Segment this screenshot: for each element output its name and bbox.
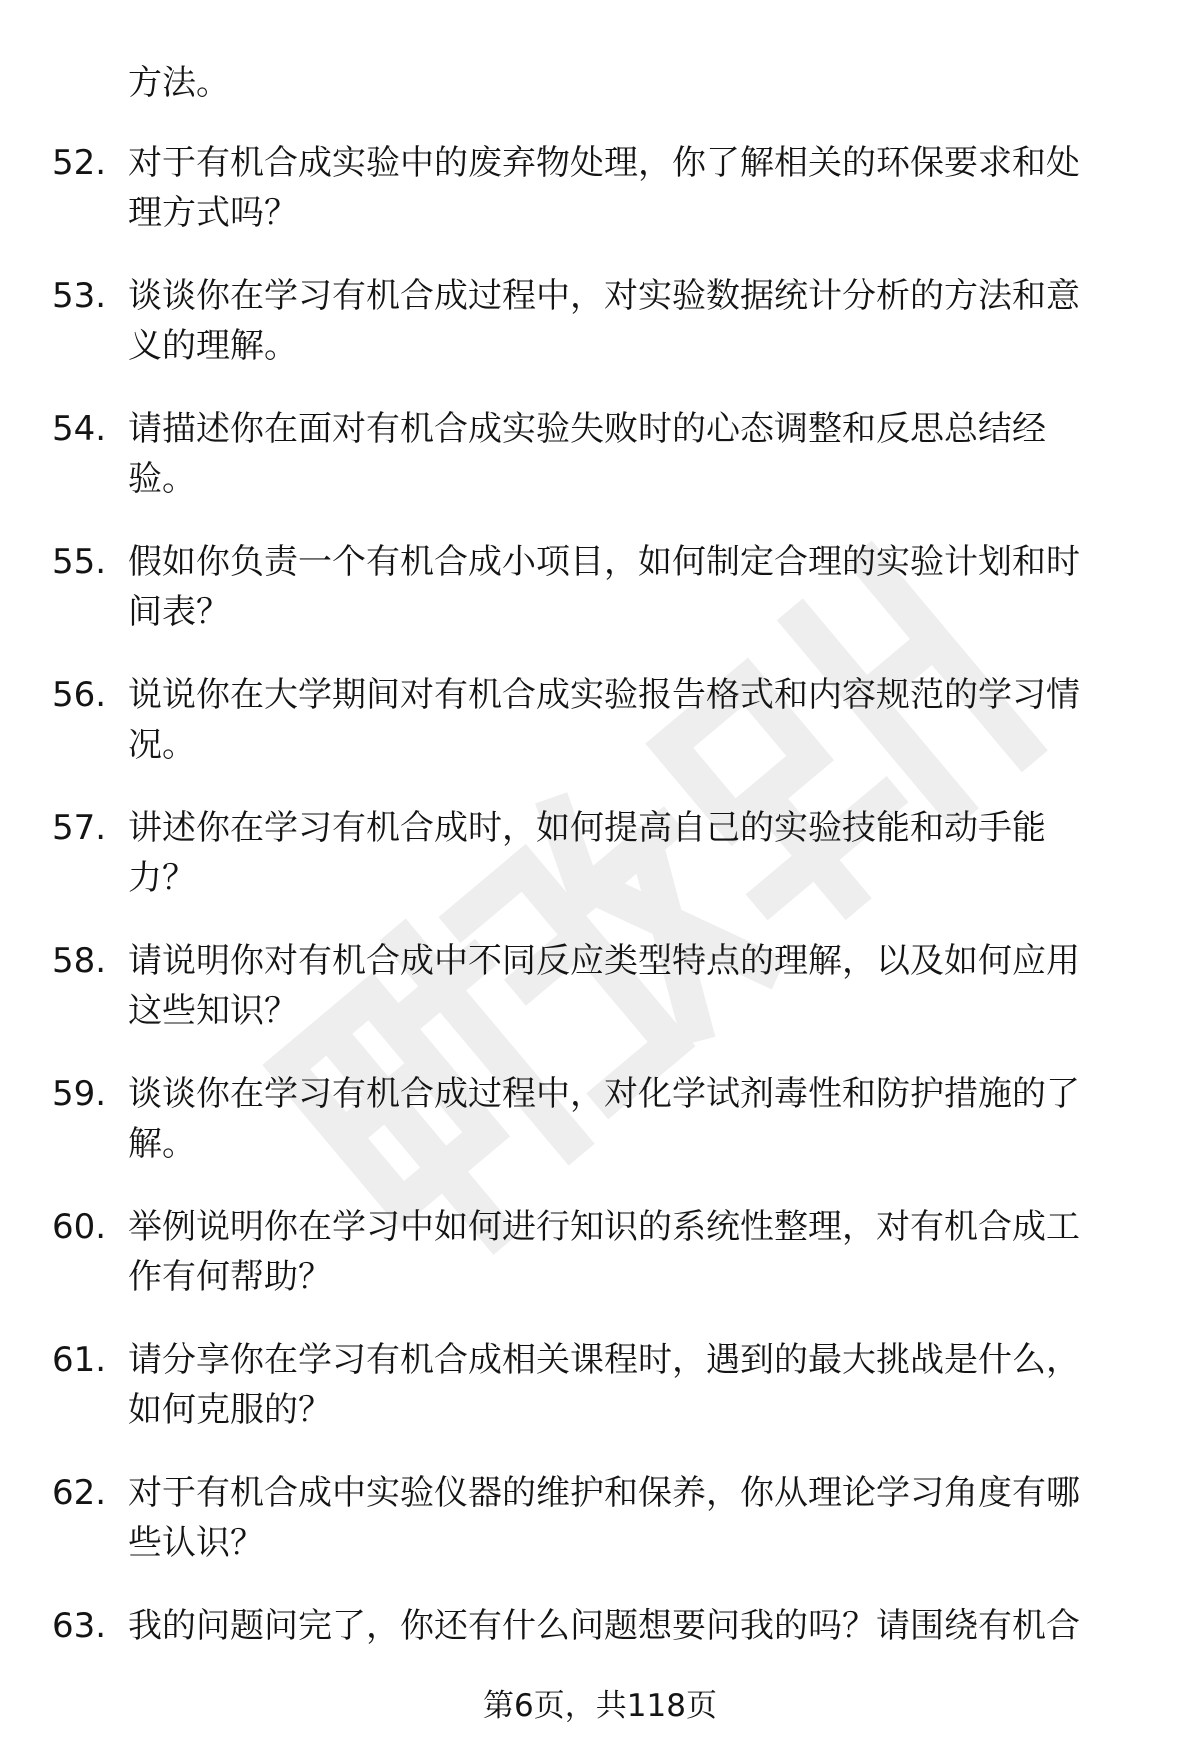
list-item [0, 1202, 1200, 1335]
question-number: 54. [52, 409, 107, 449]
question-number: 57. [52, 808, 107, 848]
list-item [0, 936, 1200, 1069]
question-number: 62. [52, 1473, 107, 1513]
question-text: 举例说明你在学习中如何进行知识的系统性整理，对有机合成工 作有何帮助？ [128, 1207, 1080, 1297]
question-text: 对于有机合成中实验仪器的维护和保养，你从理论学习角度有哪 些认识？ [128, 1473, 1080, 1563]
question-text: 请描述你在面对有机合成实验失败时的心态调整和反思总结经 验。 [128, 409, 1046, 499]
list-item [0, 1335, 1200, 1468]
list-item [0, 537, 1200, 670]
question-text: 假如你负责一个有机合成小项目，如何制定合理的实验计划和时 间表？ [128, 542, 1080, 632]
continuation-text: 方法。 [128, 63, 230, 103]
question-number: 60. [52, 1207, 107, 1247]
question-number: 61. [52, 1340, 107, 1380]
question-text: 我的问题问完了，你还有什么问题想要问我的吗？请围绕有机合 [128, 1606, 1080, 1646]
question-text: 请分享你在学习有机合成相关课程时，遇到的最大挑战是什么， 如何克服的？ [128, 1340, 1080, 1430]
question-number: 56. [52, 675, 107, 715]
question-text: 谈谈你在学习有机合成过程中，对化学试剂毒性和防护措施的了 解。 [128, 1074, 1080, 1164]
list-item [0, 271, 1200, 404]
list-item [0, 803, 1200, 936]
page-footer: 第6页，共118页 [483, 1688, 717, 1724]
question-number: 58. [52, 941, 107, 981]
question-text: 讲述你在学习有机合成时，如何提高自己的实验技能和动手能 力？ [128, 808, 1046, 898]
list-item [0, 404, 1200, 537]
question-number: 52. [52, 143, 107, 183]
question-number: 53. [52, 276, 107, 316]
list-item [0, 1069, 1200, 1202]
question-text: 谈谈你在学习有机合成过程中，对实验数据统计分析的方法和意 义的理解。 [128, 276, 1080, 366]
list-item [0, 1468, 1200, 1601]
list-item [0, 670, 1200, 803]
question-text: 说说你在大学期间对有机合成实验报告格式和内容规范的学习情 况。 [128, 675, 1080, 765]
question-number: 63. [52, 1606, 107, 1646]
question-number: 59. [52, 1074, 107, 1114]
list-item [0, 138, 1200, 271]
question-text: 请说明你对有机合成中不同反应类型特点的理解，以及如何应用 这些知识？ [128, 941, 1080, 1031]
question-list [0, 138, 1200, 1734]
question-number: 55. [52, 542, 107, 582]
question-text: 对于有机合成实验中的废弃物处理，你了解相关的环保要求和处 理方式吗？ [128, 143, 1080, 233]
